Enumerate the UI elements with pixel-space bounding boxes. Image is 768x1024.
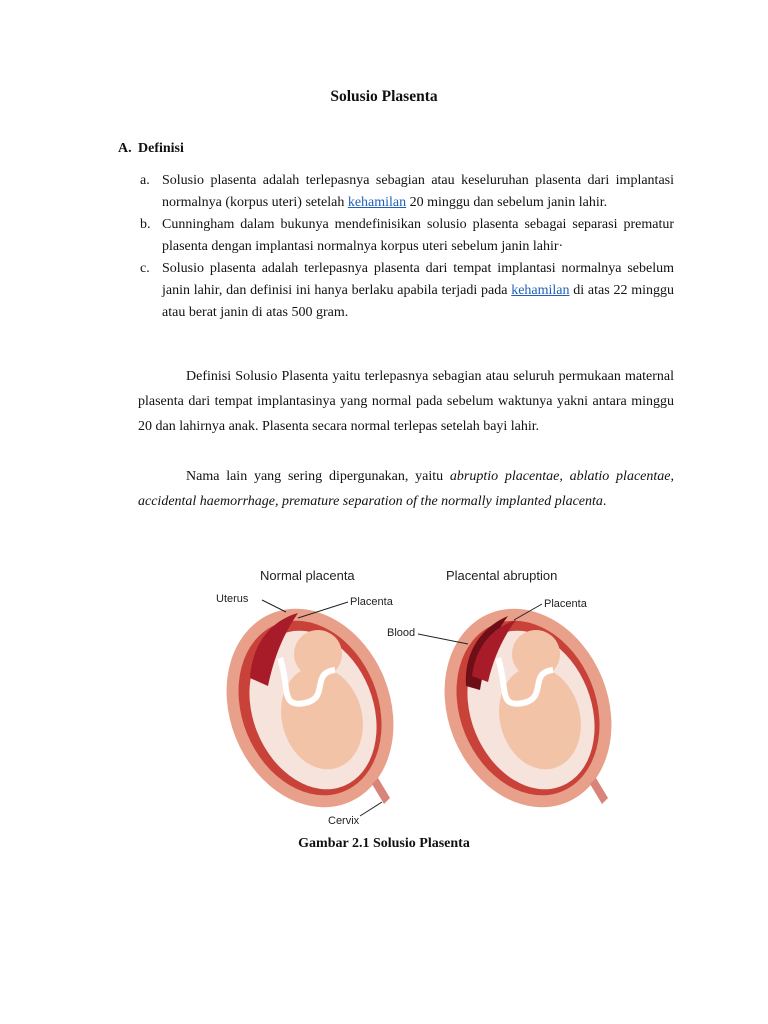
kehamilan-link[interactable]: kehamilan [347,195,407,210]
paragraph-text: Definisi Solusio Plasenta yaitu terlepasnya sebagian atau seluruh permukaan maternal plasenta dari tempat implantasinya yang normal pada sebelum waktunya yakni antara minggu 20 dan lahirnya anak. Plasenta secara normal terlepas setelah bayi lahir. [138,369,674,434]
list-text: Solusio plasenta adalah terlepasnya plasenta dari tempat implantasi normalnya sebelum janin lahir, dan definisi ini hanya berlaku apabila terjadi pada [162,261,674,298]
list-item [138,214,674,258]
page-title: Solusio Plasenta [330,88,438,105]
italic-terms: abruptio placentae, ablatio placentae, accidental haemorrhage, premature separation of the normally implanted placenta [138,469,674,509]
list-text-end: 20 minggu dan sebelum janin lahir. [406,195,608,210]
cervix-shape [590,778,608,804]
list-text: Solusio plasenta adalah terlepasnya sebagian atau keseluruhan plasenta dari implantasi normalnya (korpus uteri) setelah [162,173,674,210]
section-label: A. [118,141,132,156]
cervix-shape [372,778,390,804]
paragraph-text-end: . [602,494,607,509]
placenta-label-left: Placenta [350,596,393,608]
paragraph-other-names [138,464,674,514]
placenta-illustration [210,558,622,828]
cervix-label: Cervix [328,815,360,827]
paragraph-definition [138,364,674,439]
kehamilan-link[interactable]: kehamilan [511,283,570,298]
definition-list [138,170,674,324]
left-figure-title: Normal placenta [260,568,355,583]
list-item [138,170,674,214]
normal-placenta-illustration [210,568,422,828]
list-item [138,258,674,324]
right-figure-title: Placental abruption [446,568,558,583]
uterus-label: Uterus [216,593,249,605]
placental-abruption-illustration [387,568,622,828]
list-marker: c. [140,261,150,276]
section-title: Definisi [138,141,184,156]
blood-label: Blood [387,627,416,639]
placenta-label-right: Placenta [544,598,587,610]
list-marker: b. [140,217,151,232]
list-text: Cunningham dalam bukunya mendefinisikan solusio plasenta sebagai separasi prematur plasenta dengan implantasi normalnya korpus uteri sebelum janin lahir· [162,217,674,254]
placenta-figure [210,558,622,828]
list-text-end: di atas 22 minggu atau berat janin di atas 500 gram. [162,283,674,320]
section-heading [118,141,184,157]
figure-caption: Gambar 2.1 Solusio Plasenta [298,836,470,851]
paragraph-text: Nama lain yang sering dipergunakan, yaitu [186,469,450,484]
list-marker: a. [140,173,150,188]
